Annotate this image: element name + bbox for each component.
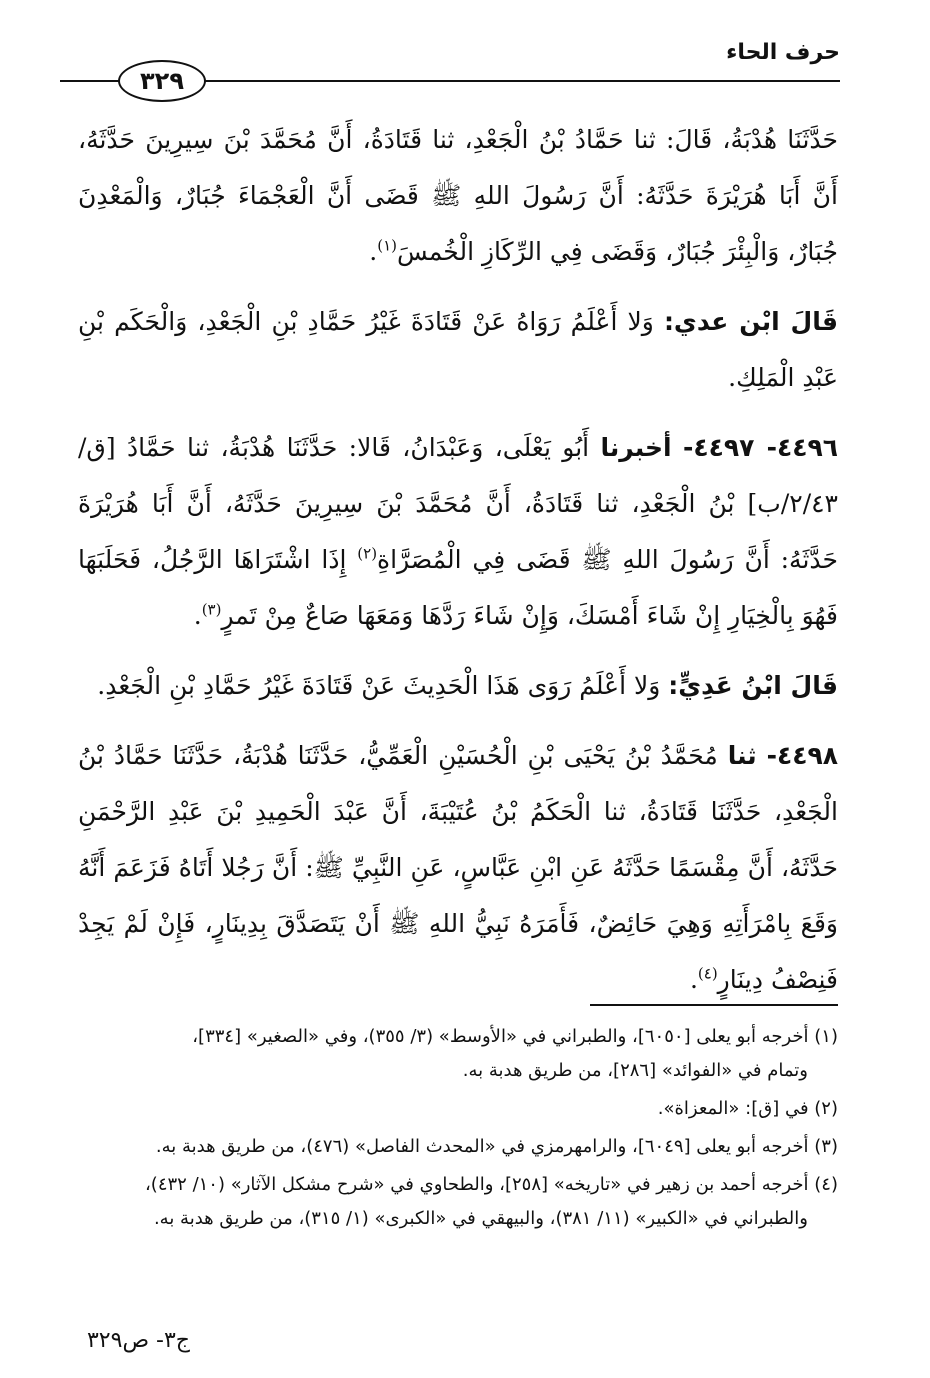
hadith-number: ٤٤٩٦- ٤٤٩٧- <box>683 433 838 462</box>
hadith-text: حَدَّثَنَا هُدْبَةُ، قَالَ: ثنا حَمَّادُ بْنُ الْجَعْدِ، ثنا قَتَادَةُ، أَنَّ مُحَمَّدَ بْنَ سِيرِينَ حَدَّثَهُ، أَنَّ أَبَا هُرَيْرَةَ حَدَّثَهُ: أَنَّ رَسُولَ اللهِ ﷺ قَضَى أَنَّ الْعَجْمَاءَ جُبَارٌ، وَالْمَعْدِنَ جُبَارٌ، وَالْبِئْرَ جُبَارٌ، وَقَضَى فِي الرِّكَازِ الْخُمسَ <box>78 125 838 266</box>
footnote-2 <box>78 1092 838 1126</box>
paragraph-4 <box>78 658 838 714</box>
footnote-marker-3: (٣) <box>201 600 222 619</box>
comment-text: وَلا أَعْلَمُ رَوَاهُ عَنْ قَتَادَةَ غَيْرُ حَمَّادِ بْنِ الْجَعْدِ، وَالْحَكَم بْنِ عَبْدِ الْمَلِكِ. <box>78 307 838 392</box>
comment-text: وَلا أَعْلَمُ رَوَى هَذَا الْحَدِيثَ عَنْ قَتَادَةَ غَيْرُ حَمَّادِ بْنِ الْجَعْدِ. <box>97 671 669 700</box>
hadith-number: ٤٤٩٨- <box>766 741 838 770</box>
period: . <box>369 237 378 266</box>
page-number: ٣٢٩ <box>140 67 184 95</box>
paragraph-1 <box>78 112 838 280</box>
footnote-4 <box>78 1168 838 1236</box>
hadith-text-b: إِذَا اشْتَرَاهَا الرَّجُلُ، فَحَلَبَهَا فَهُوَ بِالْخِيَارِ إِنْ شَاءَ أَمْسَكَ، وَإِنْ شَاءَ رَدَّهَا وَمَعَهَا صَاعٌ مِنْ تَمرٍ <box>78 545 838 630</box>
paragraph-2 <box>78 294 838 406</box>
speaker-lead: قَالَ ابْنُ عَدِيٍّ: <box>668 671 838 700</box>
paragraph-3 <box>78 420 838 644</box>
speaker-lead: قَالَ ابْن عدي: <box>663 307 838 336</box>
footnote-3-text: (٣) أخرجه أبو يعلى [٦٠٤٩]، والرامهرمزي في «المحدث الفاصل» (٤٧٦)، من طريق هدبة به. <box>155 1136 838 1157</box>
paragraph-5 <box>78 728 838 1008</box>
footnote-marker-2: (٢) <box>357 544 378 563</box>
chapter-title: حرف الحاء <box>726 40 840 65</box>
narration-lead: ثنا <box>727 741 757 770</box>
footnote-4-line-2: والطبراني في «الكبير» (١١/ ٣٨١)، والبيهقي في «الكبرى» (١/ ٣١٥)، من طريق هدبة به. <box>153 1208 808 1229</box>
footnote-marker-4: (٤) <box>697 964 718 983</box>
period: . <box>193 601 202 630</box>
hadith-text-a: أَبُو يَعْلَى، وَعَبْدَانُ، قَالا: حَدَّثَنَا هُدْبَةُ، ثنا حَمَّادُ [ق/٢/٤٣/ب] بْنُ الْجَعْدِ، ثنا قَتَادَةُ، أَنَّ مُحَمَّدَ بْنَ سِيرِينَ حَدَّثَهُ، أَنَّ أَبَا هُرَيْرَةَ حَدَّثَهُ: أَنَّ رَسُولَ اللهِ ﷺ قَضَى فِي الْمُصَرَّاةِ <box>78 433 838 574</box>
main-text <box>78 112 838 1020</box>
footnote-4-line-1: (٤) أخرجه أحمد بن زهير في «تاريخه» [٢٥٨]، والطحاوي في «شرح مشكل الآثار» (١٠/ ٤٣٢)، <box>144 1174 838 1195</box>
footnote-1-line-1: (١) أخرجه أبو يعلى [٦٠٥٠]، والطبراني في «الأوسط» (٣/ ٣٥٥)، وفي «الصغير» [٣٣٤]، <box>192 1026 838 1047</box>
footnotes <box>78 1020 838 1240</box>
footnote-1 <box>78 1020 838 1088</box>
hadith-text: مُحَمَّدُ بْنُ يَحْيَى بْنِ الْحُسَيْنِ الْعَمِّيُّ، حَدَّثَنَا هُدْبَةُ، حَدَّثَنَا حَمَّادُ بْنُ الْجَعْدِ، حَدَّثَنَا قَتَادَةُ، ثنا الْحَكَمُ بْنُ عُتَيْبَةَ، أَنَّ عَبْدَ الْحَمِيدِ بْنَ عَبْدِ الرَّحْمَنِ حَدَّثَهُ، أَنَّ مِقْسَمًا حَدَّثَهُ عَنِ ابْنِ عَبَّاسٍ، عَنِ النَّبِيِّ ﷺ: أَنَّ رَجُلا أَتَاهُ فَزَعَمَ أَنَّهُ وَقَعَ بِامْرَأَتِهِ وَهِيَ حَائِضٌ، فَأَمَرَهُ نَبِيُّ اللهِ ﷺ أَنْ يَتَصَدَّقَ بِدِينَارٍ، فَإِنْ لَمْ يَجِدْ فَنِصْفُ دِينَارٍ <box>78 741 838 994</box>
footnote-1-line-2: وتمام في «الفوائد» [٢٨٦]، من طريق هدبة به. <box>462 1060 808 1081</box>
narration-lead: أخبرنا <box>600 433 672 462</box>
period: . <box>689 965 698 994</box>
footnote-2-text: (٢) في [ق]: «المعزاة». <box>657 1098 838 1119</box>
footnote-rule <box>590 1004 838 1006</box>
volume-page-reference: ج٣- ص٣٢٩ <box>86 1328 190 1353</box>
footnote-marker-1: (١) <box>377 236 397 255</box>
page-number-badge <box>118 60 206 102</box>
footnote-3 <box>78 1130 838 1164</box>
